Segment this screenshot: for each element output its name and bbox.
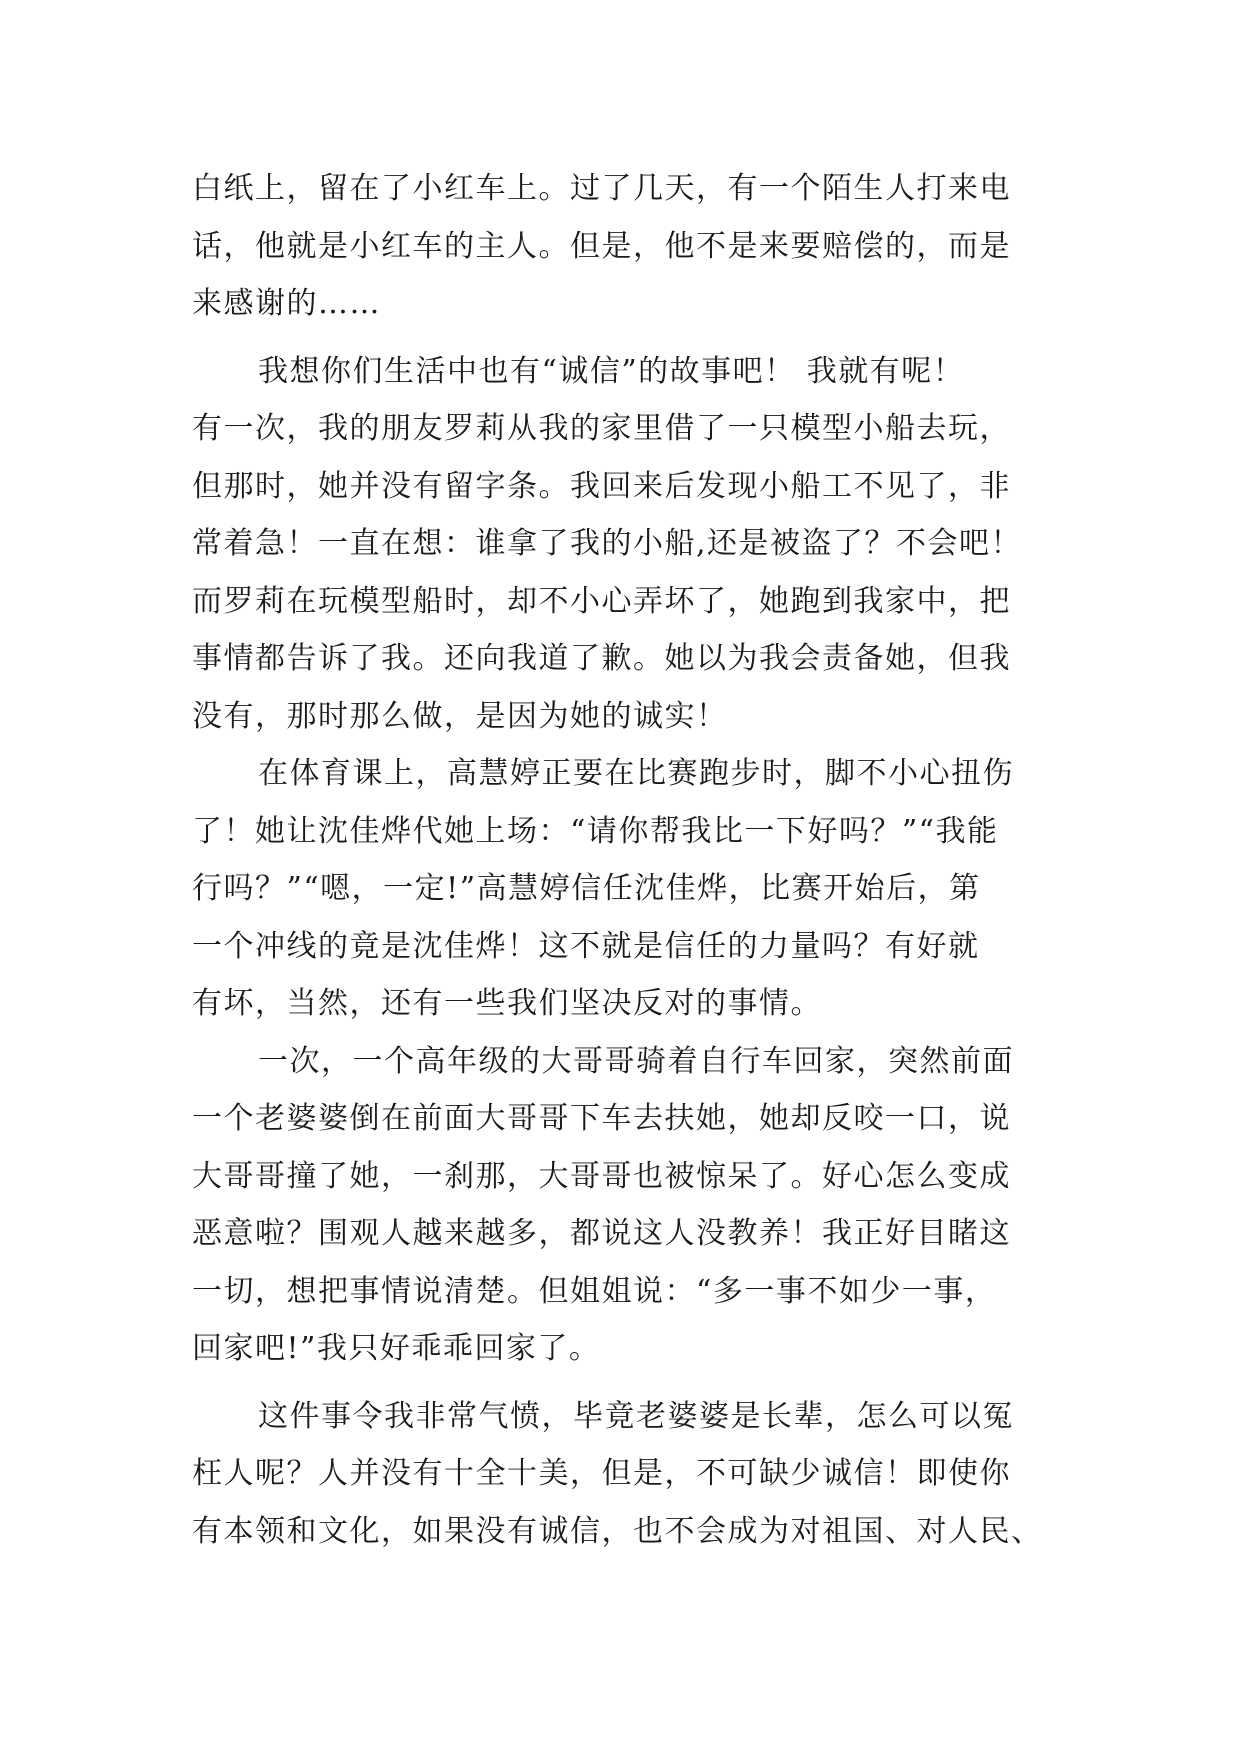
text-line: 了！她让沈佳烨代她上场：“请你帮我比一下好吗？”“我能 bbox=[192, 813, 999, 849]
document-body bbox=[192, 160, 1052, 1560]
text-line: 回家吧!”我只好乖乖回家了。 bbox=[192, 1331, 601, 1366]
text-line: 恶意啦？围观人越来越多，都说这人没教养！我正好目睹这 bbox=[192, 1216, 1011, 1251]
text-line: 有本领和文化，如果没有诚信，也不会成为对祖国、对人民、 bbox=[192, 1513, 1043, 1549]
text-line: 没有，那时那么做，是因为她的诚实！ bbox=[192, 698, 728, 734]
paragraph-1 bbox=[192, 160, 1052, 333]
text-line: 常着急！一直在想：谁拿了我的小船,还是被盗了？不会吧！ bbox=[192, 526, 1023, 561]
text-line: 一次，一个高年级的大哥哥骑着自行车回家，突然前面 bbox=[258, 1043, 1014, 1079]
text-line: 而罗莉在玩模型船时，却不小心弄坏了，她跑到我家中，把 bbox=[192, 583, 1011, 619]
paragraph-gap bbox=[192, 1378, 1052, 1388]
text-line: 事情都告诉了我。还向我道了歉。她以为我会责备她，但我 bbox=[192, 641, 1011, 676]
text-line: 有一次，我的朋友罗莉从我的家里借了一只模型小船去玩， bbox=[192, 411, 1011, 446]
text-line: 一个冲线的竟是沈佳烨！这不就是信任的力量吗？有好就 bbox=[192, 928, 980, 964]
text-line: 我想你们生活中也有“诚信”的故事吧！ 我就有呢！ bbox=[258, 353, 965, 389]
paragraph-2 bbox=[192, 343, 1052, 746]
paragraph-3 bbox=[192, 745, 1052, 1033]
text-line: 在体育课上，高慧婷正要在比赛跑步时，脚不小心扭伤 bbox=[258, 756, 1014, 791]
text-line: 但那时，她并没有留字条。我回来后发现小船工不见了，非 bbox=[192, 468, 1011, 504]
text-line: 一个老婆婆倒在前面大哥哥下车去扶她，她却反咬一口，说 bbox=[192, 1101, 1011, 1136]
text-line: 行吗？”“嗯，一定!”高慧婷信任沈佳烨，比赛开始后，第 bbox=[192, 871, 981, 906]
paragraph-4 bbox=[192, 1033, 1052, 1378]
paragraph-5 bbox=[192, 1388, 1052, 1561]
text-line: 话，他就是小红车的主人。但是，他不是来要赔偿的，而是 bbox=[192, 228, 1011, 264]
text-line: 有坏，当然，还有一些我们坚决反对的事情。 bbox=[192, 986, 822, 1021]
text-line: 这件事令我非常气愤，毕竟老婆婆是长辈，怎么可以冤 bbox=[258, 1398, 1014, 1434]
text-line: 白纸上，留在了小红车上。过了几天，有一个陌生人打来电 bbox=[192, 171, 1011, 206]
text-line: 一切，想把事情说清楚。但姐姐说：“多一事不如少一事， bbox=[192, 1273, 997, 1309]
paragraph-gap bbox=[192, 333, 1052, 343]
text-line: 大哥哥撞了她，一刹那，大哥哥也被惊呆了。好心怎么变成 bbox=[192, 1158, 1011, 1194]
text-line: 来感谢的…… bbox=[192, 286, 381, 321]
text-line: 枉人呢？人并没有十全十美，但是，不可缺少诚信！即使你 bbox=[192, 1456, 1011, 1491]
